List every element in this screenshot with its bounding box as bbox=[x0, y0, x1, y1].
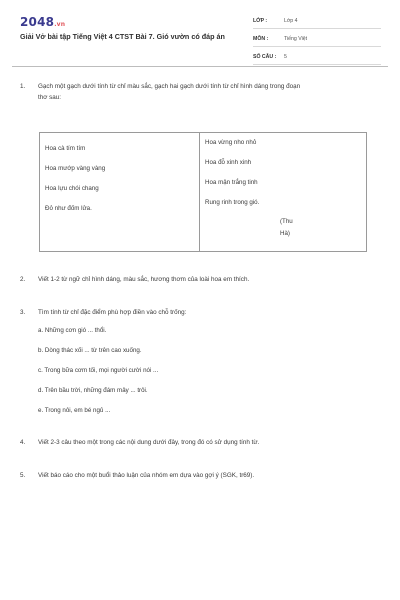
poem-line: Hoa đỗ xinh xinh bbox=[205, 159, 252, 166]
poem-author: Hà) bbox=[280, 230, 290, 237]
meta-value: Tiếng Việt bbox=[284, 36, 308, 42]
fill-item: c. Trong bữa cơm tối, mọi người cười nói ... bbox=[38, 367, 159, 374]
meta-value: Lớp 4 bbox=[284, 18, 298, 24]
meta-row-count bbox=[253, 50, 381, 65]
question-number: 4. bbox=[20, 439, 26, 446]
question-number: 1. bbox=[20, 83, 26, 90]
poem-column-divider bbox=[199, 133, 200, 251]
poem-line: Hoa lựu chói chang bbox=[45, 185, 99, 192]
question-text-line: Gạch một gạch dưới tính từ chỉ màu sắc, gạch hai gạch dưới tính từ chỉ hình dáng trong đoạn bbox=[38, 83, 301, 90]
fill-item: a. Những cơn gió ... thổi. bbox=[38, 327, 107, 334]
question-5 bbox=[20, 470, 380, 482]
question-number: 5. bbox=[20, 472, 26, 479]
question-text-line: thơ sau: bbox=[38, 94, 62, 101]
poem-line: Rung rinh trong gió. bbox=[205, 199, 260, 206]
question-2 bbox=[20, 274, 380, 286]
question-1 bbox=[20, 81, 380, 103]
question-text: Viết báo cáo cho một buổi thảo luận của nhóm em dựa vào gợi ý (SGK, tr69). bbox=[38, 472, 255, 479]
meta-label: MÔN : bbox=[253, 36, 269, 42]
question-text: Viết 2-3 câu theo một trong các nội dung dưới đây, trong đó có sử dụng tính từ. bbox=[38, 439, 260, 446]
meta-value: 5 bbox=[284, 54, 287, 60]
poem-line: Hoa mận trắng tinh bbox=[205, 179, 258, 186]
poem-line: Hoa vừng nho nhỏ bbox=[205, 139, 257, 146]
logo-text: 2048 bbox=[20, 15, 55, 29]
fill-item: e. Trong nôi, em bé ngủ ... bbox=[38, 407, 111, 414]
poem-line: Hoa cà tím tím bbox=[45, 145, 86, 152]
question-text bbox=[38, 81, 300, 103]
fill-item: d. Trên bầu trời, những đám mây ... trôi. bbox=[38, 387, 148, 394]
meta-label: SỐ CÂU : bbox=[253, 54, 277, 60]
poem-line: Đỏ như đốm lửa. bbox=[45, 205, 92, 212]
question-3 bbox=[20, 307, 380, 319]
poem-table bbox=[39, 132, 367, 252]
document-title: Giải Vở bài tập Tiếng Việt 4 CTST Bài 7. Gió vườn có đáp án bbox=[20, 32, 225, 41]
question-4 bbox=[20, 437, 380, 449]
question-text: Viết 1-2 từ ngữ chỉ hình dáng, màu sắc, hương thơm của loài hoa em thích. bbox=[38, 276, 250, 283]
meta-row-class bbox=[253, 14, 381, 29]
meta-label: LỚP : bbox=[253, 18, 268, 24]
poem-author: (Thu bbox=[280, 218, 293, 225]
fill-item: b. Dòng thác xối ... từ trên cao xuống. bbox=[38, 347, 142, 354]
question-number: 3. bbox=[20, 309, 26, 316]
question-number: 2. bbox=[20, 276, 26, 283]
meta-row-subject bbox=[253, 32, 381, 47]
question-text: Tìm tính từ chỉ đặc điểm phù hợp điền vào chỗ trống: bbox=[38, 309, 187, 316]
poem-line: Hoa mướp vàng vàng bbox=[45, 165, 106, 172]
header-divider bbox=[12, 66, 388, 67]
site-logo[interactable] bbox=[20, 15, 65, 29]
meta-info bbox=[253, 14, 381, 68]
logo-suffix: .vn bbox=[54, 21, 66, 28]
